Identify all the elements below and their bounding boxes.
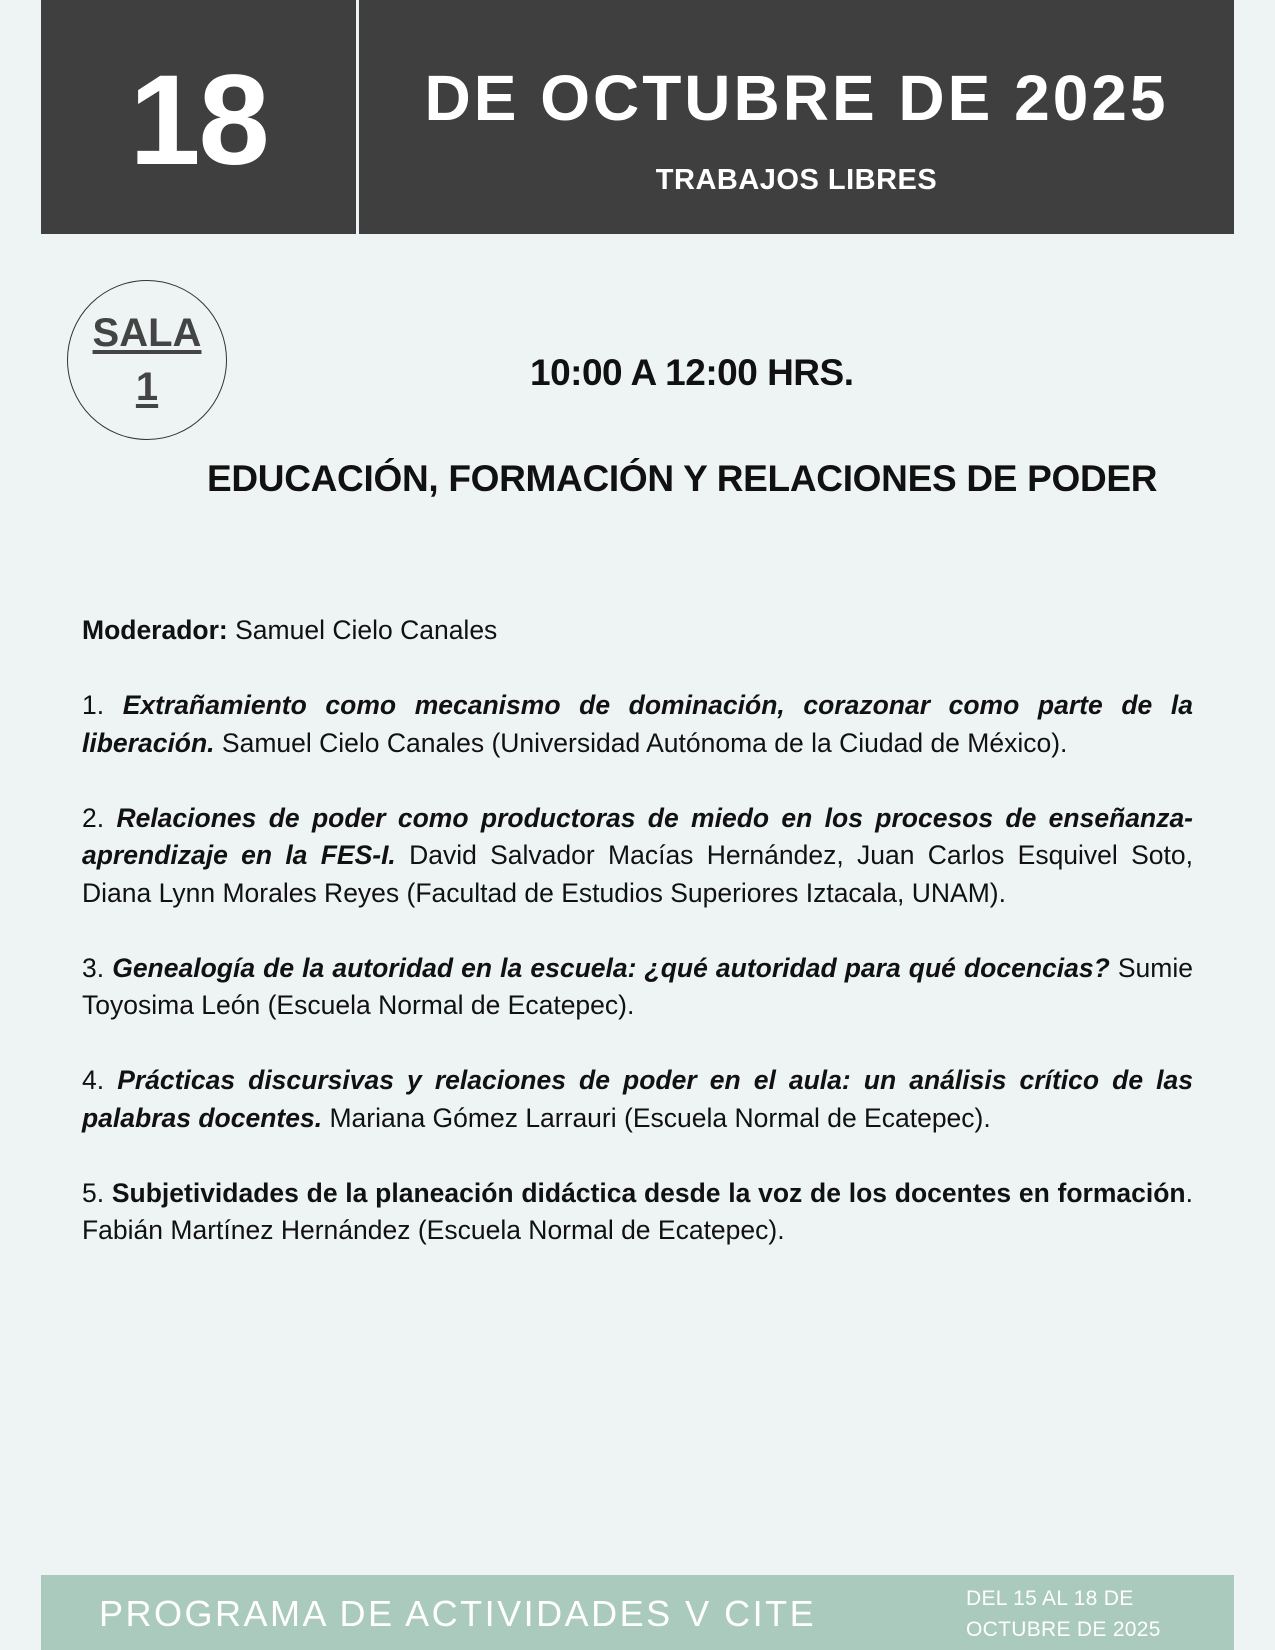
paper-number: 5. [82,1177,112,1208]
moderator-name: Samuel Cielo Canales [227,615,498,645]
paper-item [82,687,1193,762]
day-number: 18 [129,49,268,192]
paper-title: Relaciones de poder como productoras de miedo en los procesos de enseñanza-aprendizaje en la FES-I. [82,802,1194,870]
program-content [82,612,1193,1287]
paper-item [82,1062,1193,1137]
paper-item [82,1175,1193,1250]
paper-authors: Samuel Cielo Canales (Universidad Autónoma de la Ciudad de México). [214,727,1068,758]
paper-number: 2. [82,802,117,833]
footer-dates-line1: DEL 15 AL 18 DE [966,1587,1134,1610]
footer-title: PROGRAMA DE ACTIVIDADES V CITE [99,1593,817,1634]
footer-dates [966,1583,1161,1645]
session-theme: EDUCACIÓN, FORMACIÓN Y RELACIONES DE PODER [207,458,1158,499]
date-title: DE OCTUBRE DE 2025 [424,62,1169,134]
session-time: 10:00 A 12:00 HRS. [530,352,854,393]
day-box [41,0,359,234]
paper-number: 3. [82,952,113,983]
paper-authors: . Fabián Martínez Hernández (Escuela Normal de Ecatepec). [82,1177,1193,1245]
moderator-label: Moderador: [82,615,228,645]
date-box [359,0,1234,234]
paper-title: Subjetividades de la planeación didáctica desde la voz de los docentes en formación [111,1177,1186,1208]
paper-authors: Mariana Gómez Larrauri (Escuela Normal de Ecatepec). [322,1102,991,1133]
paper-title: Extrañamiento como mecanismo de dominación, corazonar como parte de la liberación. [82,690,1193,758]
room-label: SALA [92,311,202,355]
paper-number: 1. [82,690,123,720]
paper-number: 4. [82,1065,118,1095]
paper-authors: David Salvador Macías Hernández, Juan Carlos Esquivel Soto, Diana Lynn Morales Reyes (Facultad de Estudios Superiores Iztacala, UNAM). [82,840,1193,908]
footer-dates-line2: OCTUBRE DE 2025 [966,1618,1161,1641]
room-number: 1 [135,365,159,409]
paper-authors: Sumie Toyosima León (Escuela Normal de Ecatepec). [82,952,1193,1020]
paper-title: Prácticas discursivas y relaciones de poder en el aula: un análisis crítico de las palabras docentes. [82,1065,1193,1133]
paper-item [82,950,1193,1025]
footer-banner [41,1575,1234,1650]
paper-item [82,800,1193,913]
section-subtitle: TRABAJOS LIBRES [655,164,938,196]
moderator-line [82,612,1193,650]
header-banner [41,0,1234,234]
paper-title: Genealogía de la autoridad en la escuela: ¿qué autoridad para qué docencias? [112,952,1110,983]
room-badge [67,280,227,440]
